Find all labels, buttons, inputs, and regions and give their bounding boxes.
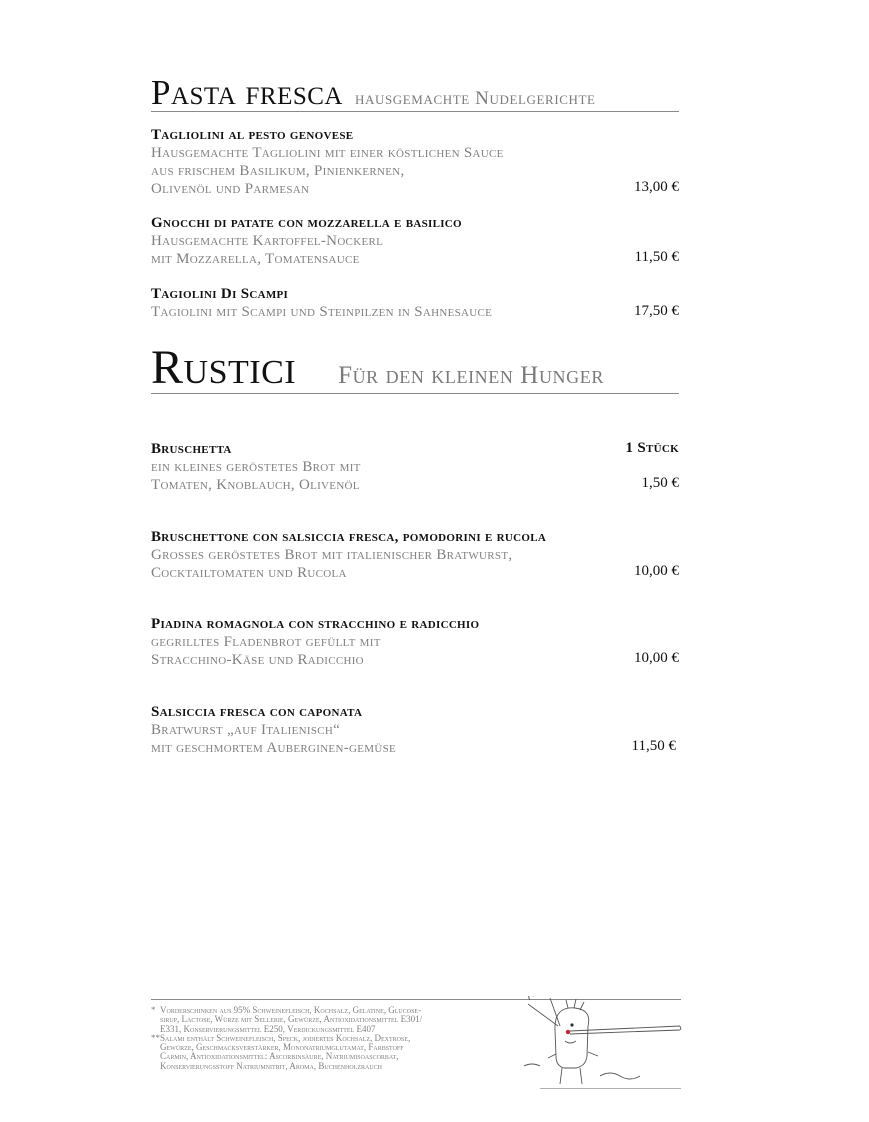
rustici-section-subtitle: Für den kleinen Hunger	[338, 362, 604, 389]
menu-item-description: Hausgemachte Kartoffel-Nockerl	[151, 233, 384, 249]
menu-item-description: Hausgemachte Tagliolini mit einer köstlichen Sauce	[151, 145, 504, 161]
menu-item-description: mit geschmortem Auberginen-gemüse	[151, 740, 397, 756]
menu-item-description: ein kleines geröstetes Brot mit	[151, 459, 361, 475]
menu-item-name: Bruschettone con salsiccia fresca, pomodorini e rucola	[151, 529, 547, 545]
menu-item-description: Tagiolini mit Scampi und Steinpilzen in Sahnesauce	[151, 304, 493, 320]
menu-item-description: Tomaten, Knoblauch, Olivenöl	[151, 477, 360, 493]
footnote-salami	[151, 1034, 531, 1071]
menu-item-price: 11,50 €	[631, 738, 676, 754]
menu-item-description: gegrilltes Fladenbrot gefüllt mit	[151, 634, 381, 650]
menu-item	[151, 285, 679, 321]
menu-item-price: 10,00 €	[634, 650, 679, 666]
footnote-marker: *	[151, 1005, 156, 1015]
menu-item-description: Stracchino-Käse und Radicchio	[151, 652, 364, 668]
footnote-line: Carmin, Antioxidationsmittel: Ascorbinsäure, Natriumisoascorbat,	[160, 1051, 399, 1062]
footnote-ham	[151, 1006, 531, 1034]
menu-item-name: Piadina romagnola con stracchino e radicchio	[151, 616, 480, 632]
footnote-line: Vorderschinken aus 95% Schweinefleisch, Kochsalz, Gelatine, Glucose-	[160, 1005, 422, 1015]
menu-item	[151, 214, 679, 268]
menu-item-name: Salsiccia fresca con caponata	[151, 704, 363, 720]
menu-item-price: 17,50 €	[634, 303, 679, 319]
long-nose-mascot-icon	[520, 996, 685, 1092]
menu-item-description: mit Mozzarella, Tomatensauce	[151, 251, 360, 267]
menu-item-name: Gnocchi di patate con mozzarella e basilico	[151, 215, 462, 231]
rustici-section-header	[151, 341, 679, 394]
menu-item	[151, 528, 679, 582]
menu-item-price: 1,50 €	[641, 475, 679, 491]
menu-item-price: 13,00 €	[634, 179, 679, 195]
rustici-section-title: Rustici	[151, 341, 297, 394]
pasta-section-title: Pasta fresca	[151, 73, 343, 112]
footnote-marker: **	[151, 1032, 160, 1043]
menu-item	[151, 703, 679, 757]
menu-item	[151, 126, 679, 198]
menu-item-description: Cocktailtomaten und Rucola	[151, 565, 347, 581]
menu-item	[151, 440, 679, 494]
pasta-section-header	[151, 73, 679, 112]
footnote-line: E331, Konservierungsmittel E250, Verdickungsmittel E407	[160, 1023, 376, 1034]
footnote-line: Gewürze, Geschmacksverstärker, Mononatriumglutamat, Farbstoff	[160, 1042, 404, 1053]
menu-item-description: Bratwurst „auf Italienisch“	[151, 722, 341, 738]
menu-item	[151, 615, 679, 669]
pasta-section-subtitle: hausgemachte Nudelgerichte	[354, 88, 596, 109]
menu-item-description: aus frischem Basilikum, Pinienkernen,	[151, 163, 405, 179]
menu-item-name: Bruschetta	[151, 441, 232, 457]
menu-item-price: 10,00 €	[634, 563, 679, 579]
menu-item-description: Olivenöl und Parmesan	[151, 181, 310, 197]
footnote-line: Konservierungsstoff Natriumnitrit, Aroma, Buchenholzrauch	[160, 1060, 383, 1071]
menu-item-description: Grosses geröstetes Brot mit italienischer Bratwurst,	[151, 547, 513, 563]
footnote-line: sirup, Lactose, Würze mit Sellerie, Gewürze, Antioxidationsmittel E301/	[160, 1014, 423, 1025]
footnote-line: Salami enthält Schweinefleisch, Speck, jodiertes Kochsalz, Dextrose,	[160, 1032, 411, 1043]
menu-item-name: Tagliolini al pesto genovese	[151, 127, 354, 143]
menu-item-name: Tagiolini Di Scampi	[151, 286, 289, 302]
menu-item-quantity: 1 Stück	[625, 440, 679, 456]
footnotes	[151, 1006, 531, 1071]
menu-item-price: 11,50 €	[634, 249, 679, 265]
